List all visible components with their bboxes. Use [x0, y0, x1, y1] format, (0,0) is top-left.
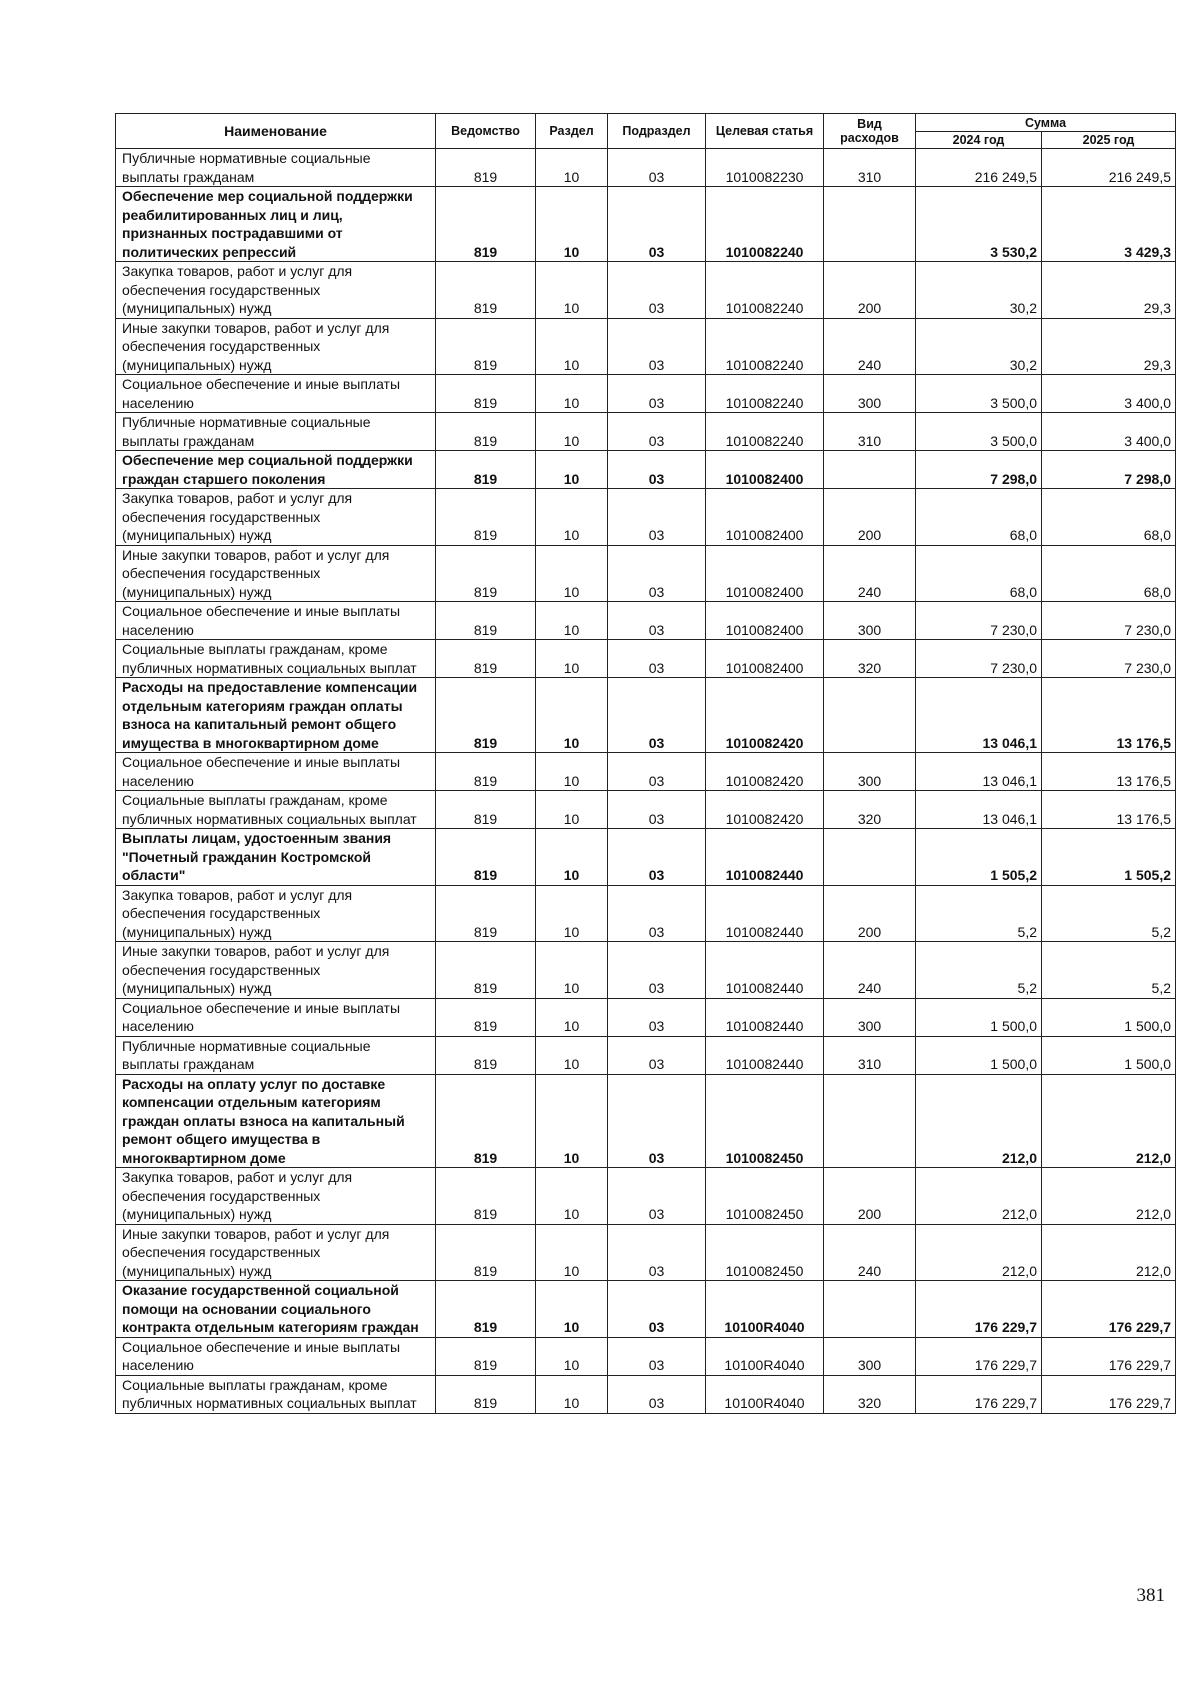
- row-expense-type: 240: [824, 318, 916, 375]
- row-sum-2025: 68,0: [1042, 545, 1176, 602]
- row-section: 10: [536, 1168, 608, 1225]
- table-row: [116, 187, 1176, 262]
- row-target-article: 1010082400: [706, 640, 824, 678]
- row-department: 819: [436, 489, 536, 546]
- row-sum-2024: 3 500,0: [916, 375, 1042, 413]
- table-row: [116, 753, 1176, 791]
- row-target-article: 1010082240: [706, 375, 824, 413]
- table-row: [116, 149, 1176, 187]
- row-section: 10: [536, 678, 608, 753]
- budget-table: [115, 113, 1176, 1414]
- row-section: 10: [536, 602, 608, 640]
- row-sum-2024: 7 230,0: [916, 602, 1042, 640]
- page-number: 381: [1136, 1585, 1165, 1606]
- table-row: [116, 885, 1176, 942]
- row-sum-2025: 68,0: [1042, 489, 1176, 546]
- row-expense-type: 300: [824, 602, 916, 640]
- row-name: Социальное обеспечение и иные выплаты населению: [116, 998, 436, 1036]
- row-sum-2025: 3 400,0: [1042, 413, 1176, 451]
- row-department: 819: [436, 262, 536, 319]
- row-subsection: 03: [608, 602, 706, 640]
- row-subsection: 03: [608, 375, 706, 413]
- row-section: 10: [536, 753, 608, 791]
- row-expense-type: 320: [824, 791, 916, 829]
- row-sum-2025: 212,0: [1042, 1168, 1176, 1225]
- row-name: Закупка товаров, работ и услуг для обеспечения государственных (муниципальных) нужд: [116, 489, 436, 546]
- row-expense-type: [824, 678, 916, 753]
- header-target-article: Целевая статья: [706, 114, 824, 149]
- row-department: 819: [436, 942, 536, 999]
- row-subsection: 03: [608, 885, 706, 942]
- row-name: Публичные нормативные социальные выплаты гражданам: [116, 1036, 436, 1074]
- row-section: 10: [536, 1281, 608, 1338]
- header-section: Раздел: [536, 114, 608, 149]
- table-row: [116, 829, 1176, 886]
- row-sum-2024: 1 500,0: [916, 1036, 1042, 1074]
- row-department: 819: [436, 375, 536, 413]
- row-section: 10: [536, 375, 608, 413]
- row-sum-2025: 212,0: [1042, 1074, 1176, 1168]
- row-name: Иные закупки товаров, работ и услуг для обеспечения государственных (муниципальных) нужд: [116, 1224, 436, 1281]
- row-sum-2024: 1 505,2: [916, 829, 1042, 886]
- row-sum-2025: 1 500,0: [1042, 998, 1176, 1036]
- row-target-article: 1010082240: [706, 187, 824, 262]
- row-target-article: 1010082450: [706, 1224, 824, 1281]
- row-expense-type: 320: [824, 640, 916, 678]
- row-target-article: 10100R4040: [706, 1375, 824, 1413]
- row-subsection: 03: [608, 998, 706, 1036]
- row-name: Социальные выплаты гражданам, кроме публичных нормативных социальных выплат: [116, 791, 436, 829]
- row-expense-type: 240: [824, 942, 916, 999]
- row-target-article: 10100R4040: [706, 1337, 824, 1375]
- row-expense-type: [824, 829, 916, 886]
- row-section: 10: [536, 1224, 608, 1281]
- header-department: Ведомство: [436, 114, 536, 149]
- table-row: [116, 451, 1176, 489]
- row-subsection: 03: [608, 1224, 706, 1281]
- row-section: 10: [536, 1074, 608, 1168]
- row-department: 819: [436, 413, 536, 451]
- row-target-article: 1010082440: [706, 885, 824, 942]
- row-sum-2025: 7 230,0: [1042, 640, 1176, 678]
- row-target-article: 1010082400: [706, 489, 824, 546]
- row-sum-2025: 29,3: [1042, 262, 1176, 319]
- table-row: [116, 1224, 1176, 1281]
- row-subsection: 03: [608, 187, 706, 262]
- table-row: [116, 1375, 1176, 1413]
- row-name: Иные закупки товаров, работ и услуг для обеспечения государственных (муниципальных) нужд: [116, 318, 436, 375]
- table-row: [116, 640, 1176, 678]
- row-expense-type: 310: [824, 1036, 916, 1074]
- row-target-article: 1010082420: [706, 791, 824, 829]
- table-row: [116, 791, 1176, 829]
- row-sum-2024: 1 500,0: [916, 998, 1042, 1036]
- row-department: 819: [436, 829, 536, 886]
- row-subsection: 03: [608, 318, 706, 375]
- row-target-article: 1010082450: [706, 1168, 824, 1225]
- row-subsection: 03: [608, 1281, 706, 1338]
- row-sum-2024: 3 500,0: [916, 413, 1042, 451]
- row-name: Социальное обеспечение и иные выплаты населению: [116, 1337, 436, 1375]
- row-name: Закупка товаров, работ и услуг для обеспечения государственных (муниципальных) нужд: [116, 262, 436, 319]
- row-name: Социальное обеспечение и иные выплаты населению: [116, 753, 436, 791]
- row-section: 10: [536, 885, 608, 942]
- row-expense-type: 200: [824, 885, 916, 942]
- row-section: 10: [536, 149, 608, 187]
- table-row: [116, 1337, 1176, 1375]
- row-section: 10: [536, 1375, 608, 1413]
- row-sum-2025: 13 176,5: [1042, 753, 1176, 791]
- table-row: [116, 413, 1176, 451]
- table-row: [116, 1036, 1176, 1074]
- row-expense-type: 310: [824, 149, 916, 187]
- row-subsection: 03: [608, 753, 706, 791]
- row-section: 10: [536, 187, 608, 262]
- row-section: 10: [536, 318, 608, 375]
- row-section: 10: [536, 545, 608, 602]
- row-name: Социальные выплаты гражданам, кроме публичных нормативных социальных выплат: [116, 1375, 436, 1413]
- row-name: Расходы на оплату услуг по доставке компенсации отдельным категориям граждан оплаты взноса на капитальный ремонт общего имущества в многоквартирном доме: [116, 1074, 436, 1168]
- table-row: [116, 545, 1176, 602]
- row-sum-2024: 68,0: [916, 545, 1042, 602]
- row-expense-type: [824, 451, 916, 489]
- row-sum-2024: 13 046,1: [916, 753, 1042, 791]
- row-target-article: 1010082240: [706, 318, 824, 375]
- row-sum-2024: 30,2: [916, 262, 1042, 319]
- row-sum-2024: 7 230,0: [916, 640, 1042, 678]
- row-name: Публичные нормативные социальные выплаты гражданам: [116, 413, 436, 451]
- row-expense-type: 200: [824, 489, 916, 546]
- row-sum-2025: 5,2: [1042, 885, 1176, 942]
- row-target-article: 1010082240: [706, 413, 824, 451]
- row-subsection: 03: [608, 149, 706, 187]
- row-sum-2025: 29,3: [1042, 318, 1176, 375]
- row-department: 819: [436, 753, 536, 791]
- row-name: Публичные нормативные социальные выплаты гражданам: [116, 149, 436, 187]
- row-sum-2024: 5,2: [916, 885, 1042, 942]
- row-department: 819: [436, 1168, 536, 1225]
- row-sum-2025: 1 500,0: [1042, 1036, 1176, 1074]
- row-section: 10: [536, 262, 608, 319]
- row-name: Иные закупки товаров, работ и услуг для обеспечения государственных (муниципальных) нужд: [116, 545, 436, 602]
- row-sum-2024: 212,0: [916, 1168, 1042, 1225]
- row-name: Социальные выплаты гражданам, кроме публичных нормативных социальных выплат: [116, 640, 436, 678]
- row-name: Закупка товаров, работ и услуг для обеспечения государственных (муниципальных) нужд: [116, 1168, 436, 1225]
- row-sum-2025: 216 249,5: [1042, 149, 1176, 187]
- row-sum-2025: 5,2: [1042, 942, 1176, 999]
- row-department: 819: [436, 678, 536, 753]
- row-sum-2025: 13 176,5: [1042, 678, 1176, 753]
- row-subsection: 03: [608, 791, 706, 829]
- row-sum-2024: 13 046,1: [916, 791, 1042, 829]
- row-department: 819: [436, 149, 536, 187]
- row-name: Социальное обеспечение и иные выплаты населению: [116, 375, 436, 413]
- row-sum-2024: 176 229,7: [916, 1337, 1042, 1375]
- row-section: 10: [536, 640, 608, 678]
- row-department: 819: [436, 545, 536, 602]
- table-row: [116, 1074, 1176, 1168]
- row-expense-type: 300: [824, 1337, 916, 1375]
- row-department: 819: [436, 451, 536, 489]
- row-section: 10: [536, 942, 608, 999]
- row-target-article: 1010082450: [706, 1074, 824, 1168]
- row-section: 10: [536, 1036, 608, 1074]
- row-section: 10: [536, 998, 608, 1036]
- row-sum-2025: 3 400,0: [1042, 375, 1176, 413]
- table-row: [116, 678, 1176, 753]
- table-row: [116, 262, 1176, 319]
- row-expense-type: 310: [824, 413, 916, 451]
- row-sum-2024: 176 229,7: [916, 1281, 1042, 1338]
- row-target-article: 1010082400: [706, 545, 824, 602]
- header-year-2024: 2024 год: [916, 132, 1042, 149]
- row-department: 819: [436, 1337, 536, 1375]
- row-subsection: 03: [608, 1375, 706, 1413]
- row-section: 10: [536, 413, 608, 451]
- table-row: [116, 942, 1176, 999]
- row-subsection: 03: [608, 413, 706, 451]
- table-row: [116, 318, 1176, 375]
- row-expense-type: 240: [824, 545, 916, 602]
- row-sum-2024: 30,2: [916, 318, 1042, 375]
- row-sum-2024: 3 530,2: [916, 187, 1042, 262]
- row-name: Расходы на предоставление компенсации отдельным категориям граждан оплаты взноса на капитальный ремонт общего имущества в многоквартирном доме: [116, 678, 436, 753]
- row-expense-type: 200: [824, 262, 916, 319]
- row-department: 819: [436, 602, 536, 640]
- header-sum: Сумма: [916, 114, 1176, 132]
- row-sum-2025: 176 229,7: [1042, 1375, 1176, 1413]
- header-name: Наименование: [116, 114, 436, 149]
- header-expense-type: Вид расходов: [824, 114, 916, 149]
- row-sum-2024: 212,0: [916, 1074, 1042, 1168]
- row-department: 819: [436, 187, 536, 262]
- row-target-article: 1010082240: [706, 262, 824, 319]
- row-department: 819: [436, 1224, 536, 1281]
- row-sum-2025: 3 429,3: [1042, 187, 1176, 262]
- header-year-2025: 2025 год: [1042, 132, 1176, 149]
- row-expense-type: [824, 1281, 916, 1338]
- row-sum-2025: 13 176,5: [1042, 791, 1176, 829]
- row-name: Выплаты лицам, удостоенным звания "Почетный гражданин Костромской области": [116, 829, 436, 886]
- row-expense-type: 320: [824, 1375, 916, 1413]
- row-target-article: 1010082400: [706, 602, 824, 640]
- row-section: 10: [536, 791, 608, 829]
- row-target-article: 1010082440: [706, 942, 824, 999]
- row-target-article: 1010082420: [706, 678, 824, 753]
- row-name: Обеспечение мер социальной поддержки граждан старшего поколения: [116, 451, 436, 489]
- row-subsection: 03: [608, 451, 706, 489]
- row-name: Оказание государственной социальной помощи на основании социального контракта отдельным категориям граждан: [116, 1281, 436, 1338]
- row-expense-type: 300: [824, 998, 916, 1036]
- row-department: 819: [436, 998, 536, 1036]
- row-department: 819: [436, 885, 536, 942]
- row-department: 819: [436, 791, 536, 829]
- row-sum-2024: 13 046,1: [916, 678, 1042, 753]
- row-section: 10: [536, 1337, 608, 1375]
- row-target-article: 1010082420: [706, 753, 824, 791]
- row-sum-2024: 5,2: [916, 942, 1042, 999]
- row-target-article: 1010082230: [706, 149, 824, 187]
- row-department: 819: [436, 1281, 536, 1338]
- row-subsection: 03: [608, 1168, 706, 1225]
- row-sum-2024: 176 229,7: [916, 1375, 1042, 1413]
- row-subsection: 03: [608, 678, 706, 753]
- row-subsection: 03: [608, 1074, 706, 1168]
- row-department: 819: [436, 640, 536, 678]
- row-sum-2024: 216 249,5: [916, 149, 1042, 187]
- row-name: Социальное обеспечение и иные выплаты населению: [116, 602, 436, 640]
- row-expense-type: [824, 1074, 916, 1168]
- row-name: Закупка товаров, работ и услуг для обеспечения государственных (муниципальных) нужд: [116, 885, 436, 942]
- row-subsection: 03: [608, 545, 706, 602]
- row-subsection: 03: [608, 262, 706, 319]
- row-subsection: 03: [608, 942, 706, 999]
- row-sum-2024: 68,0: [916, 489, 1042, 546]
- row-department: 819: [436, 1375, 536, 1413]
- header-subsection: Подраздел: [608, 114, 706, 149]
- row-department: 819: [436, 318, 536, 375]
- row-department: 819: [436, 1036, 536, 1074]
- row-subsection: 03: [608, 1036, 706, 1074]
- row-sum-2024: 212,0: [916, 1224, 1042, 1281]
- table-row: [116, 1168, 1176, 1225]
- table-header: [116, 114, 1176, 149]
- row-department: 819: [436, 1074, 536, 1168]
- row-target-article: 10100R4040: [706, 1281, 824, 1338]
- row-sum-2025: 7 298,0: [1042, 451, 1176, 489]
- row-sum-2025: 176 229,7: [1042, 1337, 1176, 1375]
- row-target-article: 1010082440: [706, 998, 824, 1036]
- row-sum-2025: 176 229,7: [1042, 1281, 1176, 1338]
- row-target-article: 1010082440: [706, 829, 824, 886]
- table-row: [116, 998, 1176, 1036]
- row-section: 10: [536, 451, 608, 489]
- row-name: Обеспечение мер социальной поддержки реабилитированных лиц и лиц, признанных пострадавшими от политических репрессий: [116, 187, 436, 262]
- row-section: 10: [536, 829, 608, 886]
- table-row: [116, 1281, 1176, 1338]
- table-row: [116, 375, 1176, 413]
- row-sum-2024: 7 298,0: [916, 451, 1042, 489]
- row-expense-type: 200: [824, 1168, 916, 1225]
- row-target-article: 1010082400: [706, 451, 824, 489]
- table-body: [116, 149, 1176, 1414]
- row-expense-type: 300: [824, 375, 916, 413]
- row-subsection: 03: [608, 829, 706, 886]
- row-sum-2025: 7 230,0: [1042, 602, 1176, 640]
- row-expense-type: 300: [824, 753, 916, 791]
- row-subsection: 03: [608, 1337, 706, 1375]
- row-target-article: 1010082440: [706, 1036, 824, 1074]
- table-row: [116, 489, 1176, 546]
- row-subsection: 03: [608, 489, 706, 546]
- row-expense-type: 240: [824, 1224, 916, 1281]
- row-sum-2025: 212,0: [1042, 1224, 1176, 1281]
- row-expense-type: [824, 187, 916, 262]
- row-section: 10: [536, 489, 608, 546]
- table-row: [116, 602, 1176, 640]
- row-name: Иные закупки товаров, работ и услуг для обеспечения государственных (муниципальных) нужд: [116, 942, 436, 999]
- row-sum-2025: 1 505,2: [1042, 829, 1176, 886]
- row-subsection: 03: [608, 640, 706, 678]
